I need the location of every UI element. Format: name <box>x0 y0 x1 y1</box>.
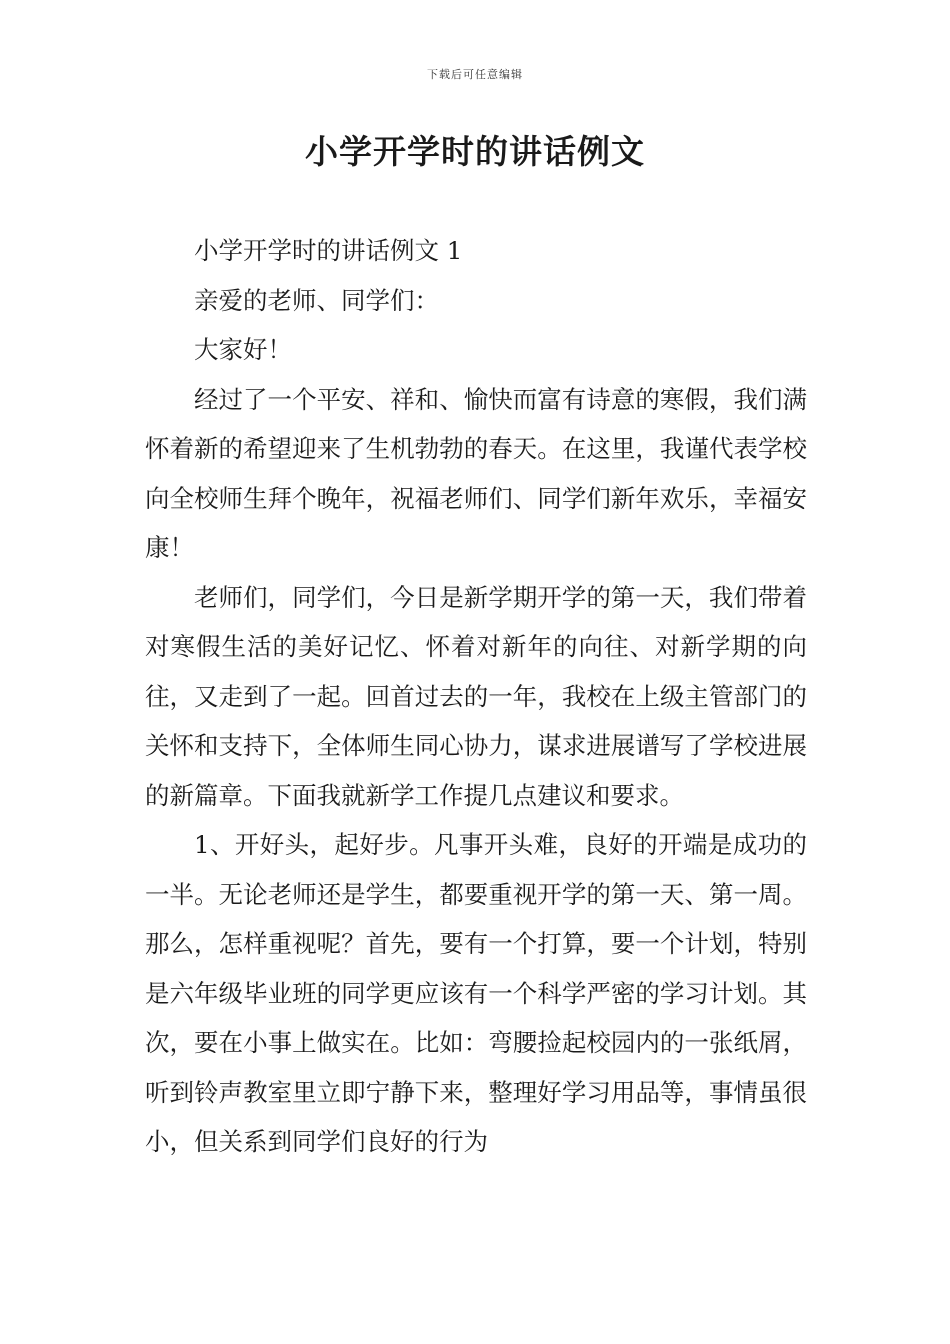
body-paragraph: 1、开好头，起好步。凡事开头难，良好的开端是成功的一半。无论老师还是学生，都要重视开学的第一天、第一周。那么，怎样重视呢？首先，要有一个打算，要一个计划，特别是六年级毕业班的同学更应该有一个科学严密的学习计划。其次，要在小事上做实在。比如：弯腰捡起校园内的一张纸屑，听到铃声教室里立即宁静下来，整理好学习用品等，事情虽很小，但关系到同学们良好的行为 <box>145 830 807 1156</box>
body-paragraph: 老师们，同学们，今日是新学期开学的第一天，我们带着对寒假生活的美好记忆、怀着对新年的向往、对新学期的向往，又走到了一起。回首过去的一年，我校在上级主管部门的关怀和支持下，全体师生同心协力，谋求进展谱写了学校进展的新篇章。下面我就新学工作提几点建议和要求。 <box>145 582 807 810</box>
header-note: 下载后可任意编辑 <box>427 68 523 81</box>
document-title: 小学开学时的讲话例文 <box>305 132 645 171</box>
greeting: 大家好！ <box>194 335 292 364</box>
section-heading: 小学开学时的讲话例文 1 <box>194 236 463 265</box>
document-body <box>145 226 807 1167</box>
body-paragraph: 经过了一个平安、祥和、愉快而富有诗意的寒假，我们满怀着新的希望迎来了生机勃勃的春天。在这里，我谨代表学校向全校师生拜个晚年，祝福老师们、同学们新年欢乐，幸福安康！ <box>145 384 807 562</box>
salutation: 亲爱的老师、同学们： <box>194 285 439 315</box>
